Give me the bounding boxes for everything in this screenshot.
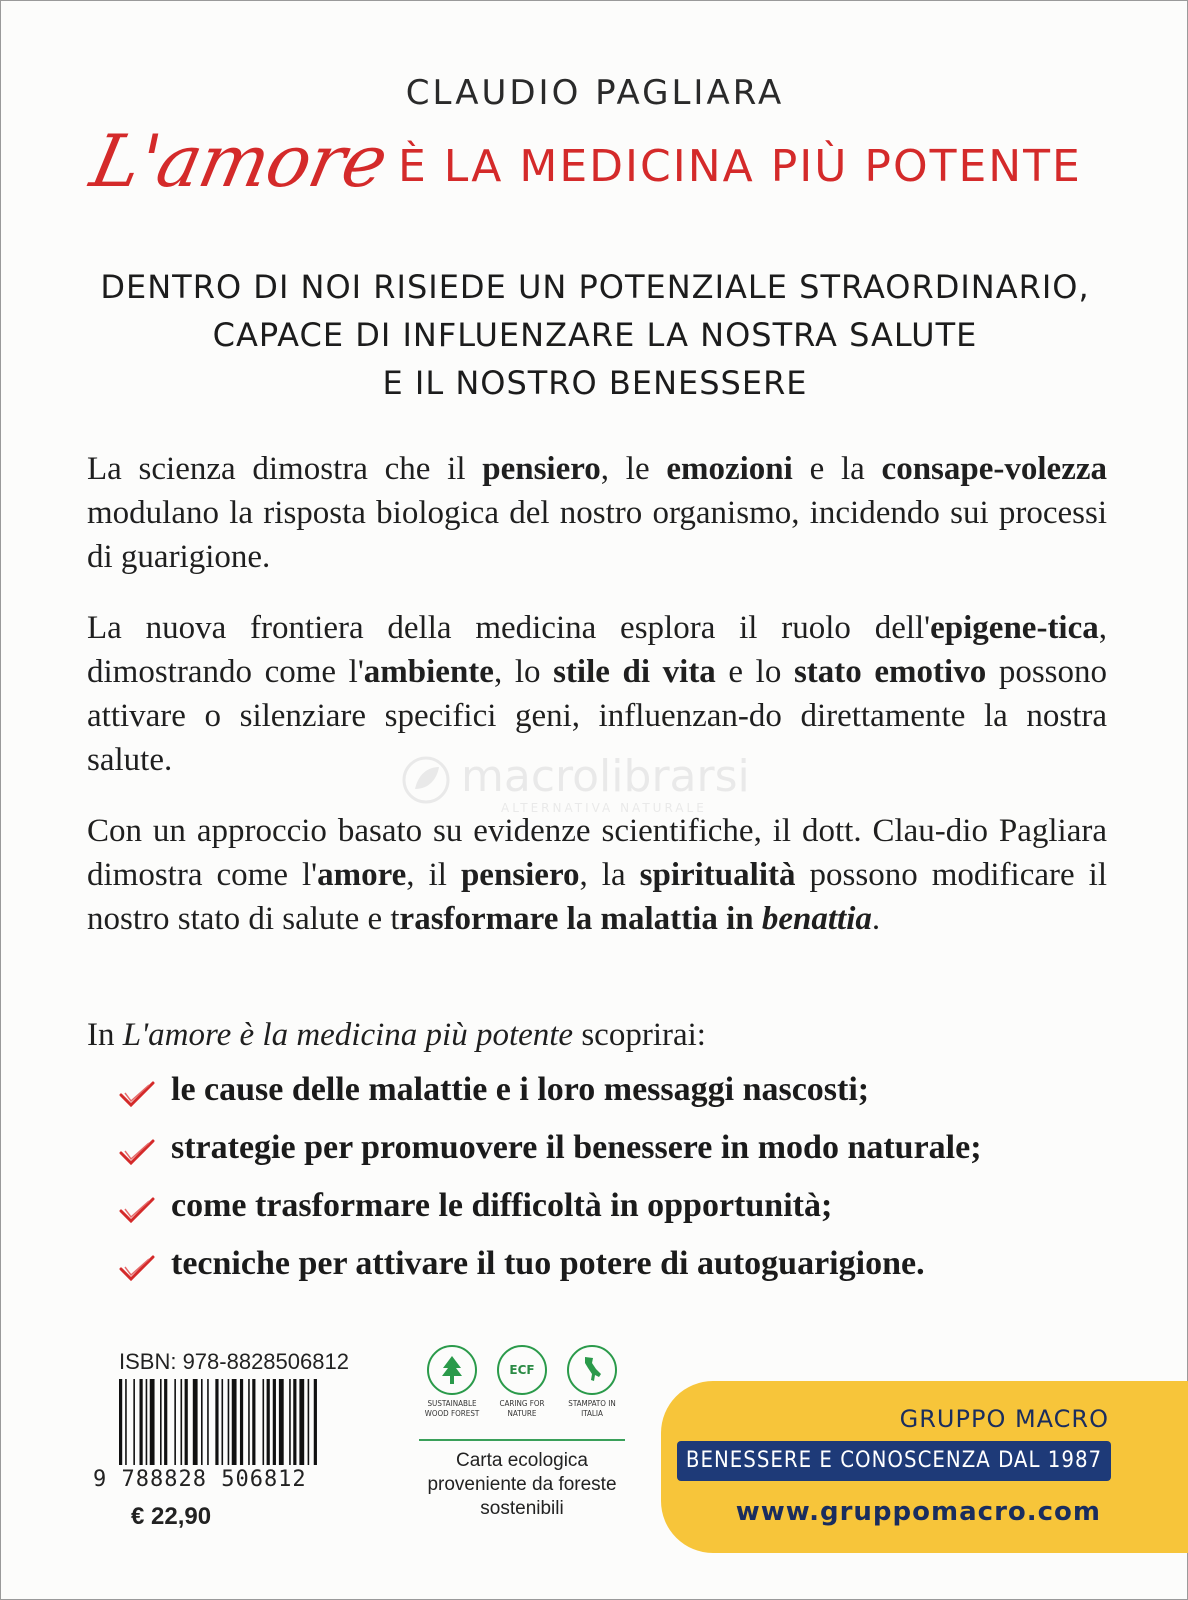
list-item-text: strategie per promuovere il benessere in modo naturale;	[171, 1129, 982, 1166]
title-script: L'amore	[84, 119, 395, 203]
text-run: La scienza dimostra che il	[87, 451, 483, 487]
bold-run: epigene-tica	[930, 610, 1099, 646]
text-run: modulano la risposta biologica del nostro organismo, incidendo sui processi di guarigione.	[87, 495, 1107, 575]
watermark-text: macrolibrarsi	[461, 751, 750, 802]
italic-bold-run: benattia	[761, 901, 872, 937]
list-item-text: le cause delle malattie e i loro messaggi nascosti;	[171, 1071, 870, 1108]
text-run: , la	[579, 857, 640, 893]
text-run: , le	[600, 451, 667, 487]
isbn-label: ISBN: 978-8828506812	[119, 1349, 349, 1374]
bullet-list	[119, 1071, 1119, 1303]
watermark	[401, 751, 801, 821]
title-rest: È LA MEDICINA PIÙ POTENTE	[398, 141, 1082, 192]
bold-run: rasformare la malattia in	[399, 901, 762, 937]
bold-run: spiritualità	[639, 857, 796, 893]
leaf-icon	[401, 755, 451, 805]
author-name: CLAUDIO PAGLIARA	[405, 73, 785, 113]
bold-run: amore	[317, 857, 407, 893]
list-item	[119, 1129, 1119, 1187]
italic-title-run: L'amore è la medicina più potente	[122, 1017, 574, 1053]
eco-item	[419, 1345, 485, 1419]
headline-line: DENTRO DI NOI RISIEDE UN POTENZIALE STRAORDINARIO,	[100, 268, 1090, 306]
eco-label: STAMPATO IN ITALIA	[568, 1399, 616, 1418]
eco-certifications	[419, 1345, 625, 1521]
check-icon	[119, 1253, 155, 1283]
bold-run: pensiero	[460, 857, 580, 893]
bold-run: stile di vita	[553, 654, 716, 690]
headline	[41, 263, 1149, 407]
text-run: e lo	[715, 654, 794, 690]
text-run: La nuova frontiera della medicina esplora il ruolo dell'	[87, 610, 931, 646]
price: € 22,90	[131, 1503, 212, 1530]
eco-item	[559, 1345, 625, 1419]
bold-run: ambiente	[363, 654, 494, 690]
publisher-band	[661, 1381, 1188, 1553]
check-icon	[119, 1195, 155, 1225]
bold-run: emozioni	[666, 451, 793, 487]
text-run: In	[87, 1017, 123, 1053]
paragraph-3	[87, 809, 1107, 941]
headline-line: CAPACE DI INFLUENZARE LA NOSTRA SALUTE	[212, 316, 978, 354]
text-run: possono modificare il nostro stato di salute e t	[87, 857, 1107, 937]
paragraph-4	[87, 1013, 1107, 1057]
eco-text: Carta ecologica proveniente da foreste sostenibili	[427, 1450, 617, 1519]
text-run: possono attivare o silenziare specifici geni, influenzan-do direttamente la nostra salute.	[87, 654, 1107, 778]
list-item	[119, 1187, 1119, 1245]
check-icon	[119, 1137, 155, 1167]
headline-line: E IL NOSTRO BENESSERE	[382, 364, 808, 402]
eco-label: CARING FOR NATURE	[499, 1399, 545, 1418]
text-run: Con un approccio basato su evidenze scientifiche, il dott. Clau-dio Pagliara dimostra come l'	[87, 813, 1107, 893]
list-item-text: come trasformare le difficoltà in opportunità;	[171, 1187, 833, 1224]
barcode-digits: 9 788828 506812	[93, 1467, 307, 1492]
publisher-name: GRUPPO MACRO	[899, 1405, 1109, 1433]
watermark-subtext: ALTERNATIVA NATURALE	[501, 801, 707, 815]
text-run: .	[871, 901, 881, 937]
text-run: scoprirai:	[573, 1017, 706, 1053]
bold-run: consape-volezza	[881, 451, 1107, 487]
text-run: e la	[792, 451, 882, 487]
check-icon	[119, 1079, 155, 1109]
list-item-text: tecniche per attivare il tuo potere di autoguarigione.	[171, 1245, 925, 1282]
ecf-icon: ECF	[497, 1345, 547, 1395]
bold-run: pensiero	[482, 451, 601, 487]
barcode-icon	[119, 1379, 365, 1465]
publisher-url: www.gruppomacro.com	[735, 1497, 1101, 1527]
bold-run: stato emotivo	[793, 654, 987, 690]
divider	[419, 1439, 625, 1441]
text-run: , dimostrando come l'	[87, 610, 1107, 690]
eco-label: SUSTAINABLE WOOD FOREST	[424, 1399, 480, 1418]
eco-item	[489, 1345, 555, 1419]
tree-icon	[427, 1345, 477, 1395]
italy-map-icon	[567, 1345, 617, 1395]
book-title	[84, 119, 1103, 209]
text-run: , lo	[493, 654, 554, 690]
publisher-tagline: BENESSERE E CONOSCENZA DAL 1987	[677, 1441, 1111, 1481]
text-run: , il	[406, 857, 461, 893]
list-item	[119, 1245, 1119, 1303]
list-item	[119, 1071, 1119, 1129]
paragraph-1	[87, 447, 1107, 579]
